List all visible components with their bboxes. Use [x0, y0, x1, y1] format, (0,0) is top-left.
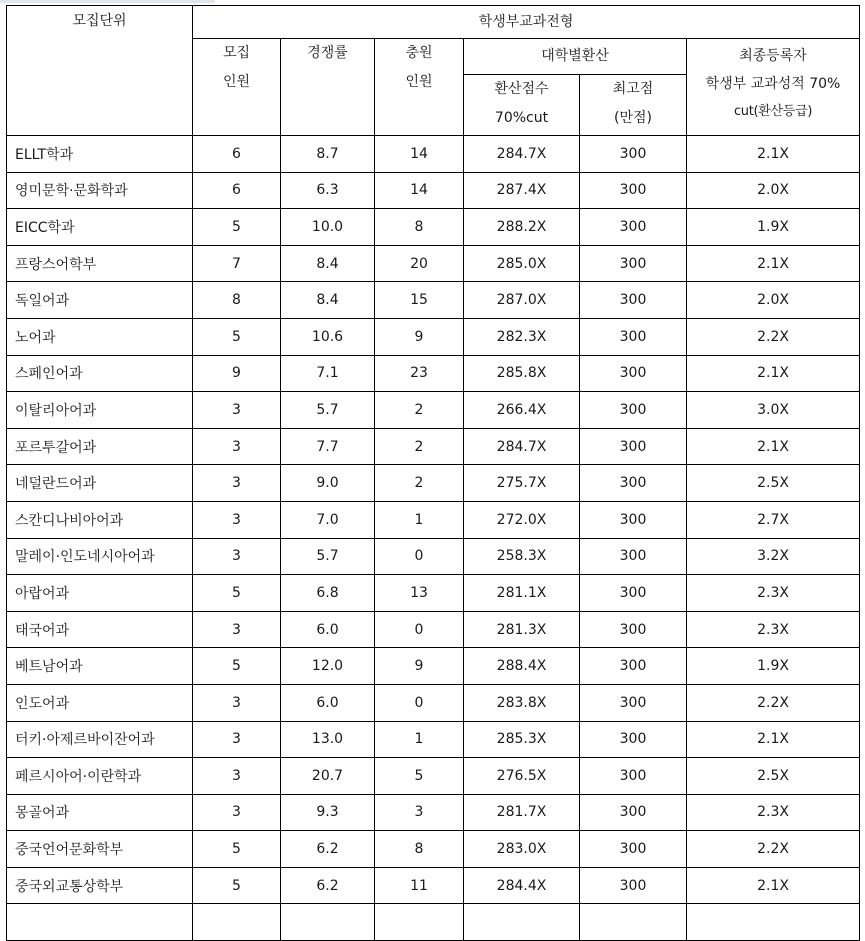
recruit-count-cell: 3	[193, 721, 281, 758]
additional-count-cell: 2	[375, 428, 464, 465]
table-row	[7, 209, 860, 246]
additional-count-cell: 14	[375, 172, 464, 209]
empty-cell	[375, 904, 464, 941]
additional-count-cell: 2	[375, 392, 464, 429]
max-score-cell: 300	[580, 355, 687, 392]
unit-name-cell: 말레이·인도네시아어과	[7, 538, 193, 575]
header-track: 학생부교과전형	[193, 6, 860, 39]
empty-cell	[580, 904, 687, 941]
max-score-cell: 300	[580, 867, 687, 904]
additional-count-cell: 1	[375, 501, 464, 538]
header-final-line1: 최종등록자	[739, 48, 807, 64]
final-grade-cell: 2.1X	[687, 428, 860, 465]
table-row	[7, 684, 860, 721]
recruit-count-cell: 8	[193, 282, 281, 319]
final-grade-cell: 2.1X	[687, 721, 860, 758]
unit-name-cell: 몽골어과	[7, 794, 193, 831]
recruit-count-cell: 6	[193, 172, 281, 209]
max-score-cell: 300	[580, 648, 687, 685]
table-row	[7, 721, 860, 758]
score-70cut-cell: 284.7X	[464, 428, 580, 465]
table-row	[7, 611, 860, 648]
table-row	[7, 245, 860, 282]
table-row	[7, 282, 860, 319]
table-row	[7, 867, 860, 904]
final-grade-cell: 2.2X	[687, 831, 860, 868]
table-row	[7, 575, 860, 612]
recruit-count-cell: 3	[193, 465, 281, 502]
competition-ratio-cell: 7.1	[281, 355, 375, 392]
competition-ratio-cell: 5.7	[281, 538, 375, 575]
header-final	[687, 39, 860, 136]
empty-cell	[464, 904, 580, 941]
final-grade-cell: 3.2X	[687, 538, 860, 575]
competition-ratio-cell: 6.3	[281, 172, 375, 209]
competition-ratio-cell: 10.6	[281, 318, 375, 355]
additional-count-cell: 1	[375, 721, 464, 758]
additional-count-cell: 0	[375, 611, 464, 648]
unit-name-cell: 이탈리아어과	[7, 392, 193, 429]
header-max-line1: 최고점	[612, 81, 654, 97]
additional-count-cell: 3	[375, 794, 464, 831]
recruit-count-cell: 5	[193, 575, 281, 612]
recruit-count-cell: 7	[193, 245, 281, 282]
additional-count-cell: 2	[375, 465, 464, 502]
unit-name-cell: 중국외교통상학부	[7, 867, 193, 904]
recruit-count-cell: 3	[193, 538, 281, 575]
table-row	[7, 831, 860, 868]
max-score-cell: 300	[580, 538, 687, 575]
competition-ratio-cell: 8.7	[281, 136, 375, 173]
final-grade-cell: 2.2X	[687, 684, 860, 721]
recruit-count-cell: 3	[193, 428, 281, 465]
competition-ratio-cell: 12.0	[281, 648, 375, 685]
header-recruit-line1: 모집	[222, 45, 251, 61]
unit-name-cell: 아랍어과	[7, 575, 193, 612]
final-grade-cell: 2.3X	[687, 611, 860, 648]
header-max	[580, 75, 687, 136]
max-score-cell: 300	[580, 611, 687, 648]
table-row	[7, 392, 860, 429]
score-70cut-cell: 281.3X	[464, 611, 580, 648]
max-score-cell: 300	[580, 575, 687, 612]
additional-count-cell: 9	[375, 648, 464, 685]
header-additional	[375, 39, 464, 136]
competition-ratio-cell: 9.3	[281, 794, 375, 831]
recruit-count-cell: 5	[193, 318, 281, 355]
header-competition: 경쟁률	[281, 39, 375, 136]
additional-count-cell: 15	[375, 282, 464, 319]
final-grade-cell: 1.9X	[687, 209, 860, 246]
additional-count-cell: 0	[375, 684, 464, 721]
additional-count-cell: 8	[375, 831, 464, 868]
unit-name-cell: 포르투갈어과	[7, 428, 193, 465]
header-final-line2: 학생부 교과성적 70%	[705, 76, 841, 92]
additional-count-cell: 20	[375, 245, 464, 282]
table-row	[7, 136, 860, 173]
header-recruit-line2: 인원	[222, 74, 251, 90]
recruit-count-cell: 3	[193, 392, 281, 429]
competition-ratio-cell: 13.0	[281, 721, 375, 758]
max-score-cell: 300	[580, 172, 687, 209]
recruit-count-cell: 3	[193, 794, 281, 831]
score-70cut-cell: 283.0X	[464, 831, 580, 868]
final-grade-cell: 2.1X	[687, 136, 860, 173]
header-score70-line2: 70%cut	[494, 110, 549, 126]
final-grade-cell: 2.5X	[687, 758, 860, 795]
unit-name-cell: 인도어과	[7, 684, 193, 721]
score-70cut-cell: 258.3X	[464, 538, 580, 575]
competition-ratio-cell: 7.0	[281, 501, 375, 538]
header-additional-line1: 충원	[405, 45, 433, 61]
final-grade-cell: 2.1X	[687, 245, 860, 282]
header-score70	[464, 75, 580, 136]
final-grade-cell: 1.9X	[687, 648, 860, 685]
score-70cut-cell: 275.7X	[464, 465, 580, 502]
score-70cut-cell: 284.7X	[464, 136, 580, 173]
unit-name-cell: 스페인어과	[7, 355, 193, 392]
recruit-count-cell: 3	[193, 684, 281, 721]
unit-name-cell: ELLT학과	[7, 136, 193, 173]
additional-count-cell: 23	[375, 355, 464, 392]
max-score-cell: 300	[580, 282, 687, 319]
score-70cut-cell: 285.8X	[464, 355, 580, 392]
final-grade-cell: 2.3X	[687, 794, 860, 831]
score-70cut-cell: 285.0X	[464, 245, 580, 282]
competition-ratio-cell: 9.0	[281, 465, 375, 502]
unit-name-cell: 태국어과	[7, 611, 193, 648]
recruit-count-cell: 9	[193, 355, 281, 392]
unit-name-cell: 네덜란드어과	[7, 465, 193, 502]
table-row	[7, 794, 860, 831]
max-score-cell: 300	[580, 136, 687, 173]
unit-name-cell: EICC학과	[7, 209, 193, 246]
max-score-cell: 300	[580, 721, 687, 758]
max-score-cell: 300	[580, 209, 687, 246]
final-grade-cell: 2.7X	[687, 501, 860, 538]
recruit-count-cell: 6	[193, 136, 281, 173]
unit-name-cell: 프랑스어학부	[7, 245, 193, 282]
final-grade-cell: 2.0X	[687, 282, 860, 319]
final-grade-cell: 2.5X	[687, 465, 860, 502]
final-grade-cell: 2.0X	[687, 172, 860, 209]
empty-cell	[7, 904, 193, 941]
unit-name-cell: 중국언어문화학부	[7, 831, 193, 868]
additional-count-cell: 5	[375, 758, 464, 795]
score-70cut-cell: 272.0X	[464, 501, 580, 538]
additional-count-cell: 0	[375, 538, 464, 575]
table-row	[7, 465, 860, 502]
competition-ratio-cell: 6.2	[281, 831, 375, 868]
score-70cut-cell: 276.5X	[464, 758, 580, 795]
competition-ratio-cell: 8.4	[281, 245, 375, 282]
additional-count-cell: 8	[375, 209, 464, 246]
table-body	[7, 136, 860, 941]
competition-ratio-cell: 8.4	[281, 282, 375, 319]
table-row	[7, 318, 860, 355]
max-score-cell: 300	[580, 831, 687, 868]
top-scroll-indicator	[0, 0, 215, 3]
unit-name-cell: 베트남어과	[7, 648, 193, 685]
competition-ratio-cell: 6.8	[281, 575, 375, 612]
header-max-line2: (만점)	[614, 110, 652, 126]
score-70cut-cell: 288.2X	[464, 209, 580, 246]
table-row	[7, 648, 860, 685]
header-unit: 모집단위	[7, 6, 193, 136]
table-row	[7, 501, 860, 538]
score-70cut-cell: 283.8X	[464, 684, 580, 721]
final-grade-cell: 3.0X	[687, 392, 860, 429]
unit-name-cell: 페르시아어·이란학과	[7, 758, 193, 795]
final-grade-cell: 2.2X	[687, 318, 860, 355]
competition-ratio-cell: 20.7	[281, 758, 375, 795]
score-70cut-cell: 266.4X	[464, 392, 580, 429]
recruit-count-cell: 3	[193, 501, 281, 538]
admissions-results-table	[6, 5, 860, 941]
empty-cell	[193, 904, 281, 941]
header-final-line3: cut(환산등급)	[733, 104, 813, 119]
unit-name-cell: 독일어과	[7, 282, 193, 319]
recruit-count-cell: 5	[193, 831, 281, 868]
competition-ratio-cell: 10.0	[281, 209, 375, 246]
empty-cell	[281, 904, 375, 941]
table-row	[7, 428, 860, 465]
recruit-count-cell: 5	[193, 209, 281, 246]
max-score-cell: 300	[580, 392, 687, 429]
score-70cut-cell: 281.7X	[464, 794, 580, 831]
recruit-count-cell: 5	[193, 648, 281, 685]
table-row-partial	[7, 904, 860, 941]
competition-ratio-cell: 6.0	[281, 611, 375, 648]
table-row	[7, 172, 860, 209]
recruit-count-cell: 5	[193, 867, 281, 904]
additional-count-cell: 14	[375, 136, 464, 173]
header-score70-line1: 환산점수	[494, 81, 549, 97]
max-score-cell: 300	[580, 428, 687, 465]
additional-count-cell: 13	[375, 575, 464, 612]
final-grade-cell: 2.1X	[687, 355, 860, 392]
max-score-cell: 300	[580, 465, 687, 502]
competition-ratio-cell: 6.0	[281, 684, 375, 721]
unit-name-cell: 노어과	[7, 318, 193, 355]
max-score-cell: 300	[580, 245, 687, 282]
additional-count-cell: 11	[375, 867, 464, 904]
additional-count-cell: 9	[375, 318, 464, 355]
score-70cut-cell: 287.0X	[464, 282, 580, 319]
table-row	[7, 355, 860, 392]
unit-name-cell: 영미문학·문화학과	[7, 172, 193, 209]
header-additional-line2: 인원	[405, 74, 433, 90]
score-70cut-cell: 281.1X	[464, 575, 580, 612]
max-score-cell: 300	[580, 318, 687, 355]
score-70cut-cell: 284.4X	[464, 867, 580, 904]
max-score-cell: 300	[580, 794, 687, 831]
table-row	[7, 538, 860, 575]
competition-ratio-cell: 5.7	[281, 392, 375, 429]
final-grade-cell: 2.1X	[687, 867, 860, 904]
competition-ratio-cell: 7.7	[281, 428, 375, 465]
unit-name-cell: 스칸디나비아어과	[7, 501, 193, 538]
final-grade-cell: 2.3X	[687, 575, 860, 612]
recruit-count-cell: 3	[193, 758, 281, 795]
score-70cut-cell: 287.4X	[464, 172, 580, 209]
table-row	[7, 758, 860, 795]
score-70cut-cell: 282.3X	[464, 318, 580, 355]
unit-name-cell: 터키·아제르바이잔어과	[7, 721, 193, 758]
max-score-cell: 300	[580, 758, 687, 795]
header-conversion: 대학별환산	[464, 39, 687, 75]
competition-ratio-cell: 6.2	[281, 867, 375, 904]
recruit-count-cell: 3	[193, 611, 281, 648]
score-70cut-cell: 288.4X	[464, 648, 580, 685]
empty-cell	[687, 904, 860, 941]
header-recruit	[193, 39, 281, 136]
max-score-cell: 300	[580, 684, 687, 721]
score-70cut-cell: 285.3X	[464, 721, 580, 758]
max-score-cell: 300	[580, 501, 687, 538]
